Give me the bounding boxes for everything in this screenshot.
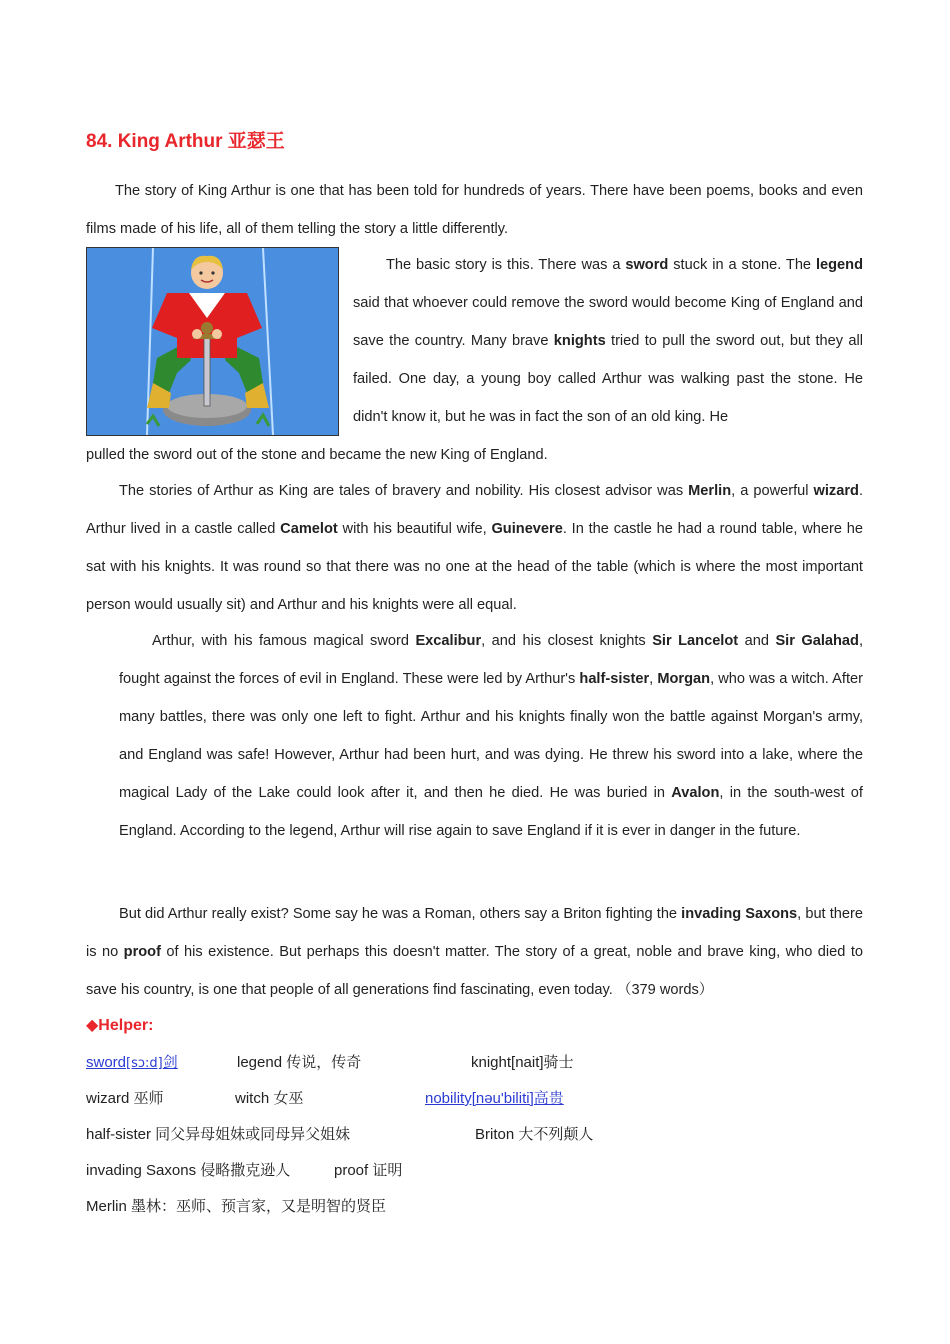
- text-run: ,: [649, 671, 658, 687]
- helper-entry-wizard: wizard 巫师: [86, 1090, 164, 1107]
- paragraph-basic-story: [353, 246, 863, 436]
- keyword-proof: proof: [123, 944, 161, 960]
- helper-entry-briton: Briton 大不列颠人: [475, 1126, 594, 1143]
- helper-entry-legend: legend 传说，传奇: [237, 1054, 362, 1071]
- helper-link-nobility[interactable]: nobility[nəu'biliti]高贵: [425, 1090, 564, 1107]
- keyword-sir-galahad: Sir Galahad: [775, 633, 859, 649]
- text-run: , a powerful: [731, 483, 814, 499]
- helper-word: sword: [86, 1054, 127, 1071]
- text-run: and: [738, 633, 776, 649]
- helper-row-5: [86, 1189, 863, 1225]
- page-title: 84. King Arthur 亚瑟王: [86, 131, 285, 152]
- text-run: The stories of Arthur as King are tales of bravery and nobility. His closest advisor was: [119, 483, 689, 499]
- keyword-camelot: Camelot: [280, 521, 338, 537]
- paragraph-did-arthur-exist: [86, 895, 863, 1009]
- king-arthur-illustration: [86, 247, 339, 436]
- helper-link-sword[interactable]: [86, 1045, 178, 1082]
- helper-entry-half-sister: half-sister 同父异母姐妹或同母异父姐妹: [86, 1126, 351, 1143]
- paragraph-basic-story-tail: pulled the sword out of the stone and became the new King of England.: [86, 447, 548, 463]
- keyword-guinevere: Guinevere: [491, 521, 563, 537]
- keyword-half-sister: half-sister: [579, 671, 650, 687]
- arthur-drawing: [87, 248, 338, 435]
- text-run: , but there is no: [86, 906, 863, 960]
- helper-meaning: 剑: [162, 1054, 178, 1071]
- keyword-wizard: wizard: [813, 483, 859, 499]
- text-run: , and his closest knights: [481, 633, 653, 649]
- keyword-sir-lancelot: Sir Lancelot: [652, 633, 739, 649]
- text-run: . Arthur lived in a castle called: [86, 483, 863, 537]
- helper-row-2: [86, 1081, 863, 1117]
- keyword-sword: sword: [625, 257, 669, 273]
- text-run: stuck in a stone. The: [668, 257, 816, 273]
- paragraph-arthur-as-king: [86, 472, 863, 624]
- helper-row-4: [86, 1153, 863, 1189]
- text-run: , who was a witch. After many battles, there was only one left to fight. Arthur and his knights finally won the battle against Morgan's army, and England was safe! However, Arthur had been hurt, and was dying. He threw his sword into a lake, where the magical Lady of the Lake could look after it, and then he died. He was buried in: [119, 671, 863, 801]
- keyword-knights: knights: [553, 333, 606, 349]
- text-run: The basic story is this. There was a: [386, 257, 626, 273]
- keyword-legend: legend: [815, 257, 863, 273]
- text-run: tried to pull the sword out, but they all failed. One day, a young boy called Arthur was walking past the stone. He didn't know it, but he was in fact the son of an old king. He: [353, 333, 863, 425]
- text-run: said that whoever could remove the sword would become King of England and save the country. Many brave: [353, 295, 863, 349]
- text-run: But did Arthur really exist? Some say he was a Roman, others say a Briton fighting the: [119, 906, 682, 922]
- text-run: Arthur, with his famous magical sword: [152, 633, 416, 649]
- helper-entry-invading-saxons: invading Saxons 侵略撒克逊人: [86, 1162, 291, 1179]
- helper-row-1: [86, 1045, 863, 1081]
- helper-row-3: [86, 1117, 863, 1153]
- text-run: , fought against the forces of evil in England. These were led by Arthur's: [119, 633, 864, 687]
- helper-entry-knight: knight[nait]骑士: [471, 1054, 574, 1071]
- helper-phonetic: [sɔ:d]: [126, 1056, 163, 1071]
- text-run: of his existence. But perhaps this doesn't matter. The story of a great, noble and brave king, who died to save his country, is one that people of all generations find fascinating, even today.: [86, 944, 863, 998]
- text-run: , in the south-west of England. According to the legend, Arthur will rise again to save England if it is ever in danger in the future.: [119, 785, 863, 839]
- keyword-avalon: Avalon: [671, 785, 720, 801]
- helper-entry-witch: witch 女巫: [235, 1090, 304, 1107]
- helper-entry-merlin: Merlin 墨林：巫师、预言家，又是明智的贤臣: [86, 1198, 387, 1215]
- keyword-excalibur: Excalibur: [415, 633, 482, 649]
- text-run: with his beautiful wife,: [337, 521, 492, 537]
- keyword-invading-saxons: invading Saxons: [681, 906, 798, 922]
- paragraph-intro: The story of King Arthur is one that has been told for hundreds of years. There have been poems, books and even films made of his life, all of them telling the story a little differently.: [86, 183, 863, 237]
- helper-entry-proof: proof 证明: [334, 1162, 403, 1179]
- word-count: （379 words）: [616, 982, 714, 998]
- keyword-merlin: Merlin: [688, 483, 732, 499]
- paragraph-excalibur: [119, 622, 863, 850]
- helper-heading: ◆Helper:: [86, 1017, 154, 1034]
- keyword-morgan: Morgan: [657, 671, 711, 687]
- text-run: . In the castle he had a round table, where he sat with his knights. It was round so that there was no one at the head of the table (which is where the most important person would usually sit) and Arthur and his knights were all equal.: [86, 521, 863, 613]
